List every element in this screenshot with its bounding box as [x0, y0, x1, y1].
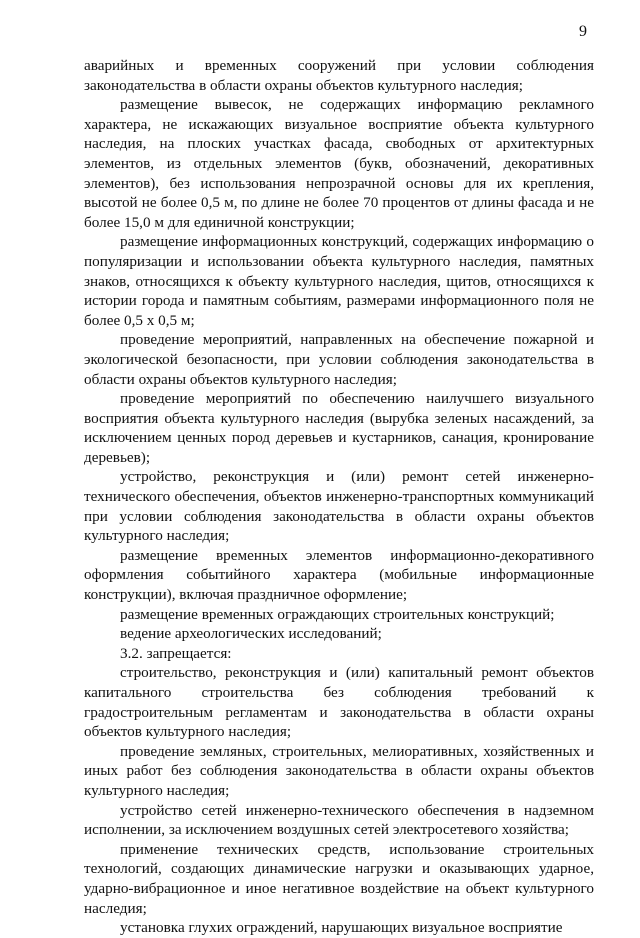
page-number: 9 — [579, 23, 587, 40]
paragraph: проведение мероприятий, направленных на обеспечение пожарной и экологической безопасности, при условии соблюдения законодательства в области охраны объектов культурного наследия; — [84, 331, 594, 388]
paragraph: размещение информационных конструкций, содержащих информацию о популяризации и использовании объекта культурного наследия, памятных знаков, относящихся к объекту культурного наследия, щитов, относящихся к истории города и памятным событиям, размерами информационного поля не более 0,5 х 0,5 м; — [84, 233, 594, 329]
paragraph: установка глухих ограждений, нарушающих визуальное восприятие — [120, 919, 563, 937]
paragraph: размещение вывесок, не содержащих информацию рекламного характера, не искажающих визуальное восприятие объекта культурного наследия, на плоских участках фасада, свободных от архитектурных элементов, из отдельных элементов (букв, обозначений, декоративных элементов), без использования непрозрачной основы для их крепления, высотой не более 0,5 м, по длине не более 70 процентов от длины фасада и не более 15,0 м для единичной конструкции; — [84, 96, 594, 231]
paragraph: устройство, реконструкция и (или) ремонт сетей инженерно-технического обеспечения, объектов инженерно-транспортных коммуникаций при условии соблюдения законодательства в области охраны объектов культурного наследия; — [84, 468, 594, 545]
paragraph: применение технических средств, использование строительных технологий, создающих динамические нагрузки и оказывающих ударное, ударно-вибрационное и иное негативное воздействие на объект культурного наследия; — [84, 840, 594, 917]
document-body — [84, 56, 594, 938]
paragraph: проведение мероприятий по обеспечению наилучшего визуального восприятия объекта культурного наследия (вырубка зеленых насаждений, за исключением ценных пород деревьев и кустарников, санация, кронирование деревьев); — [84, 390, 594, 466]
paragraph: ведение археологических исследований; — [120, 625, 382, 643]
paragraph: размещение временных элементов информационно-декоративного оформления событийного характера (мобильные информационные конструкции), включая праздничное оформление; — [84, 546, 594, 604]
section-heading: 3.2. запрещается: — [120, 644, 232, 662]
paragraph: аварийных и временных сооружений при условии соблюдения законодательства в области охраны объектов культурного наследия; — [84, 57, 594, 94]
paragraph: размещение временных ограждающих строительных конструкций; — [120, 605, 555, 623]
paragraph: строительство, реконструкция и (или) капитальный ремонт объектов капитального строительства без соблюдения требований к градостроительным регламентам и законодательства в области охраны объектов культурного наследия; — [84, 664, 594, 741]
paragraph: проведение земляных, строительных, мелиоративных, хозяйственных и иных работ без соблюдения законодательства в области охраны объектов культурного наследия; — [84, 742, 594, 799]
paragraph: устройство сетей инженерно-технического обеспечения в надземном исполнении, за исключением воздушных сетей электросетевого хозяйства; — [84, 801, 594, 839]
